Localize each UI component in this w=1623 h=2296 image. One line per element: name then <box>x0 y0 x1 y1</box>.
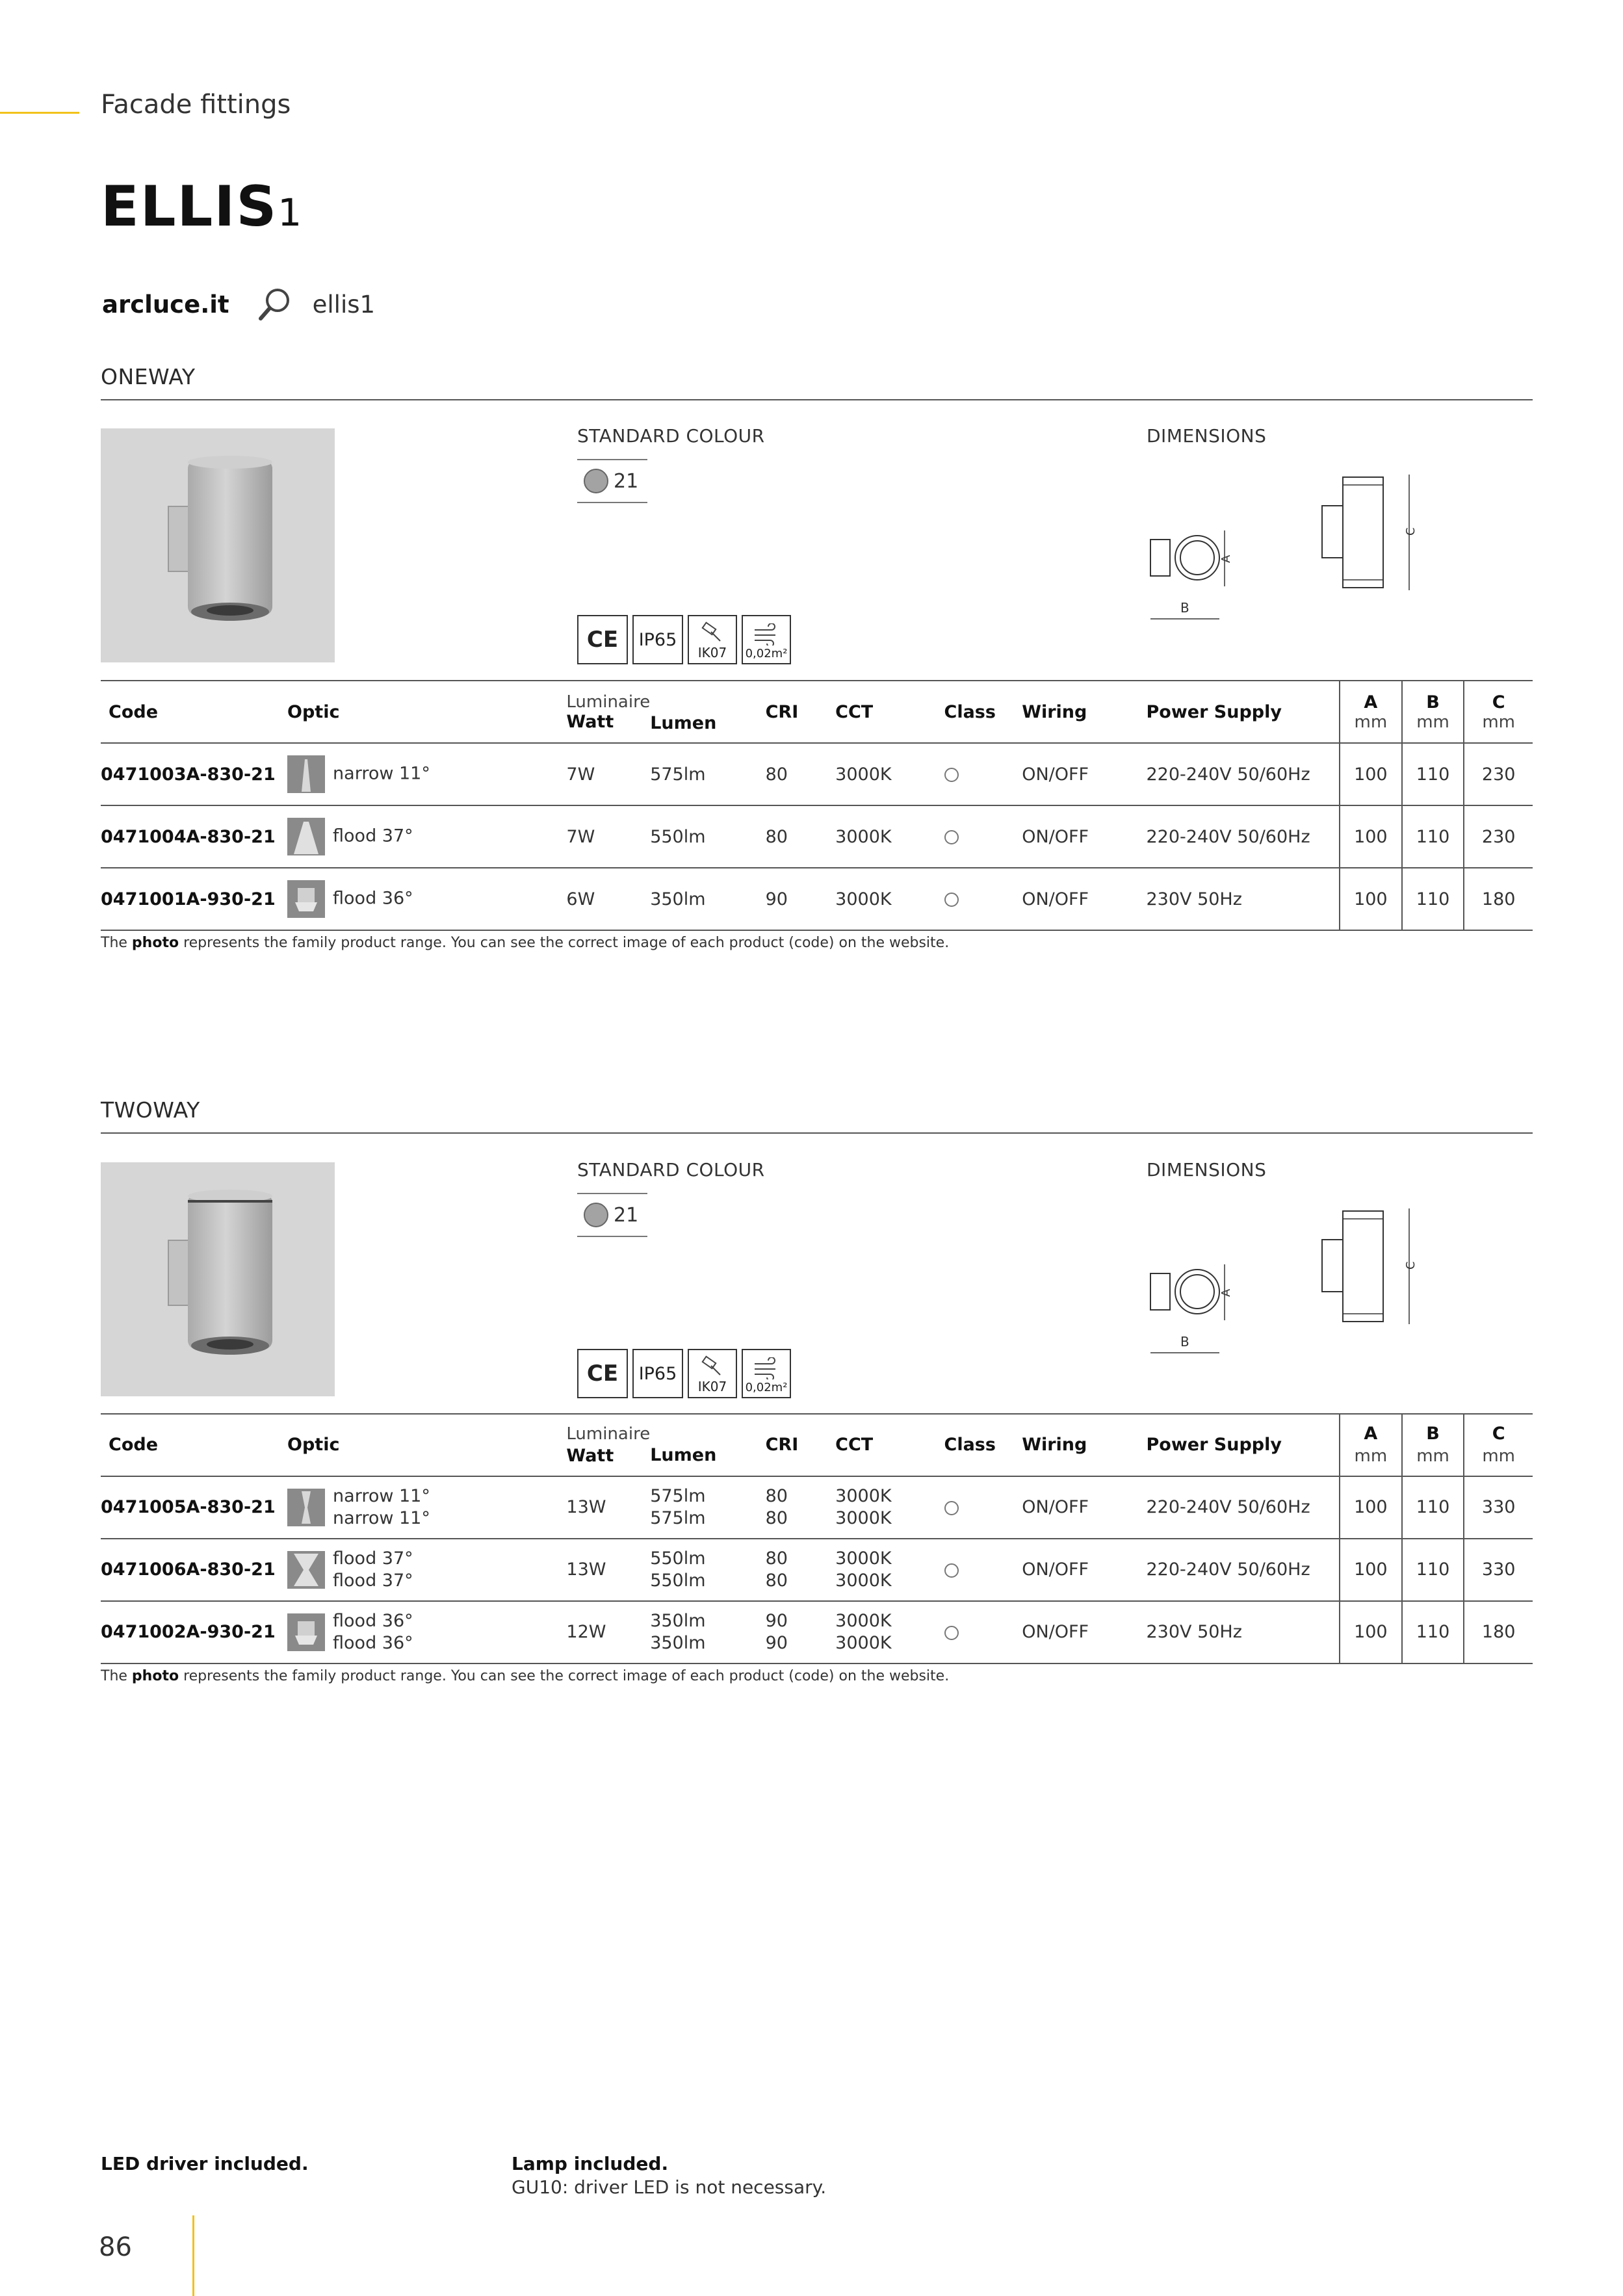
product-code[interactable]: 0471004A-830-21 <box>101 805 287 868</box>
flood-beam-icon <box>287 818 325 855</box>
power-value: 220-240V 50/60Hz <box>1146 805 1340 868</box>
power-value: 220-240V 50/60Hz <box>1146 1539 1340 1601</box>
lumen-value: 350lm 350lm <box>650 1601 765 1663</box>
col-watt: Luminaire Watt <box>566 681 650 743</box>
cct-value: 3000K 3000K <box>835 1601 944 1663</box>
hammer-icon <box>698 621 727 644</box>
dim-c-value: 230 <box>1464 743 1533 805</box>
dim-a-value: 100 <box>1340 805 1402 868</box>
dim-b-label: B <box>1180 1334 1189 1350</box>
dimensions-drawing <box>1144 1202 1430 1364</box>
ip-rating: IP65 <box>632 615 683 664</box>
watt-value: 13W <box>566 1539 650 1601</box>
col-optic: Optic <box>287 1414 566 1476</box>
dim-b-value: 110 <box>1402 1601 1464 1663</box>
ik-rating: IK07 <box>688 615 737 664</box>
col-wiring: Wiring <box>1022 681 1146 743</box>
wiring-value: ON/OFF <box>1022 1601 1146 1663</box>
lamp-icon <box>287 1613 325 1651</box>
product-name: ELLIS <box>101 174 278 239</box>
cri-value: 80 <box>766 805 836 868</box>
section-twoway-header <box>101 1097 1533 1134</box>
lumen-value: 575lm 575lm <box>650 1476 765 1539</box>
earth-class-icon <box>944 893 959 907</box>
earth-class-icon <box>944 768 959 782</box>
wiring-value: ON/OFF <box>1022 1539 1146 1601</box>
table-row[interactable] <box>101 1539 1533 1601</box>
lumen-value: 550lm 550lm <box>650 1539 765 1601</box>
cri-value: 80 80 <box>766 1476 836 1539</box>
col-c: C mm <box>1464 1414 1533 1476</box>
power-value: 220-240V 50/60Hz <box>1146 1476 1340 1539</box>
wiring-value: ON/OFF <box>1022 805 1146 868</box>
dim-c-value: 180 <box>1464 868 1533 930</box>
power-value: 220-240V 50/60Hz <box>1146 743 1340 805</box>
wind-icon <box>752 1357 781 1379</box>
footer-accent-line <box>192 2215 194 2296</box>
col-lumen: Lumen <box>650 681 765 743</box>
col-power: Power Supply <box>1146 1414 1340 1476</box>
ip-rating: IP65 <box>632 1349 683 1398</box>
dim-a-value: 100 <box>1340 1476 1402 1539</box>
col-lumen: Lumen <box>650 1414 765 1476</box>
dimensions-label: DIMENSIONS <box>1147 425 1267 447</box>
dim-a-value: 100 <box>1340 868 1402 930</box>
dimensions-drawing <box>1144 468 1430 631</box>
ce-mark: CE <box>577 615 628 664</box>
wind-icon <box>752 623 781 646</box>
class-cell <box>944 805 1022 868</box>
dim-a-label: A <box>1219 1288 1233 1297</box>
ik-rating: IK07 <box>688 1349 737 1398</box>
lamp-text: GU10: driver LED is not necessary. <box>512 2176 827 2198</box>
col-code: Code <box>101 1414 287 1476</box>
dim-b-value: 110 <box>1402 1539 1464 1601</box>
col-optic: Optic <box>287 681 566 743</box>
col-class: Class <box>944 681 1022 743</box>
optic-cell: flood 37° <box>287 805 566 868</box>
table-row[interactable] <box>101 1601 1533 1663</box>
product-code[interactable]: 0471003A-830-21 <box>101 743 287 805</box>
col-code: Code <box>101 681 287 743</box>
standard-colour-label: STANDARD COLOUR <box>577 1159 765 1181</box>
class-cell <box>944 743 1022 805</box>
category-title: Facade fittings <box>101 90 291 120</box>
product-code[interactable]: 0471002A-930-21 <box>101 1601 287 1663</box>
power-value: 230V 50Hz <box>1146 868 1340 930</box>
spec-table-oneway <box>101 680 1533 931</box>
product-photo-oneway <box>101 428 335 662</box>
product-code[interactable]: 0471005A-830-21 <box>101 1476 287 1539</box>
table-header-row <box>101 681 1533 743</box>
page-number: 86 <box>99 2232 132 2262</box>
col-a: A mm <box>1340 681 1402 743</box>
dim-c-value: 230 <box>1464 805 1533 868</box>
optic-cell: narrow 11° <box>287 743 566 805</box>
watt-value: 7W <box>566 805 650 868</box>
dim-c-value: 330 <box>1464 1476 1533 1539</box>
header-accent-line <box>0 112 79 114</box>
lumen-value: 575lm <box>650 743 765 805</box>
optic-cell: flood 37° flood 37° <box>287 1539 566 1601</box>
dim-c-label: C <box>1404 1261 1418 1270</box>
photo-note: The photo represents the family product range. You can see the correct image of each product (code) on the website. <box>101 1668 950 1684</box>
cct-value: 3000K 3000K <box>835 1476 944 1539</box>
optic-cell: flood 36° flood 36° <box>287 1601 566 1663</box>
col-b: B mm <box>1402 681 1464 743</box>
cri-value: 80 <box>766 743 836 805</box>
wiring-value: ON/OFF <box>1022 868 1146 930</box>
colour-swatch[interactable] <box>577 459 647 503</box>
col-cct: CCT <box>835 1414 944 1476</box>
wiring-value: ON/OFF <box>1022 1476 1146 1539</box>
cct-value: 3000K <box>835 805 944 868</box>
table-row[interactable] <box>101 868 1533 930</box>
spec-table-twoway <box>101 1413 1533 1664</box>
double-narrow-beam-icon <box>287 1489 325 1526</box>
section-title: TWOWAY <box>101 1097 200 1123</box>
section-oneway-header <box>101 364 1533 400</box>
site-link-row <box>102 285 375 324</box>
earth-class-icon <box>944 1626 959 1640</box>
colour-dot <box>584 1203 608 1227</box>
earth-class-icon <box>944 830 959 844</box>
optic-cell: flood 36° <box>287 868 566 930</box>
dim-c-value: 180 <box>1464 1601 1533 1663</box>
colour-code: 21 <box>614 1203 639 1227</box>
cct-value: 3000K <box>835 868 944 930</box>
watt-value: 12W <box>566 1601 650 1663</box>
earth-class-icon <box>944 1563 959 1578</box>
watt-value: 13W <box>566 1476 650 1539</box>
product-title <box>101 174 302 239</box>
narrow-beam-icon <box>287 755 325 793</box>
photo-note: The photo represents the family product range. You can see the correct image of each product (code) on the website. <box>101 935 950 951</box>
dim-b-value: 110 <box>1402 868 1464 930</box>
col-cri: CRI <box>766 1414 836 1476</box>
watt-value: 6W <box>566 868 650 930</box>
col-cct: CCT <box>835 681 944 743</box>
colour-code: 21 <box>614 469 639 493</box>
colour-swatch[interactable] <box>577 1193 647 1237</box>
cct-value: 3000K 3000K <box>835 1539 944 1601</box>
lumen-value: 350lm <box>650 868 765 930</box>
col-watt: Luminaire Watt <box>566 1414 650 1476</box>
col-a: A mm <box>1340 1414 1402 1476</box>
col-wiring: Wiring <box>1022 1414 1146 1476</box>
dim-a-value: 100 <box>1340 1539 1402 1601</box>
col-b: B mm <box>1402 1414 1464 1476</box>
cct-value: 3000K <box>835 743 944 805</box>
colour-dot <box>584 469 608 493</box>
class-cell <box>944 868 1022 930</box>
dim-b-label: B <box>1180 600 1189 616</box>
lamp-icon <box>287 880 325 918</box>
cri-value: 90 <box>766 868 836 930</box>
cri-value: 80 80 <box>766 1539 836 1601</box>
product-photo-twoway <box>101 1162 335 1396</box>
col-c: C mm <box>1464 681 1533 743</box>
lumen-value: 550lm <box>650 805 765 868</box>
wind-area: 0,02m² <box>742 615 791 664</box>
ce-mark: CE <box>577 1349 628 1398</box>
dim-c-label: C <box>1404 527 1418 536</box>
section-title: ONEWAY <box>101 364 196 389</box>
search-term[interactable]: ellis1 <box>312 290 376 319</box>
dim-b-value: 110 <box>1402 1476 1464 1539</box>
dim-a-value: 100 <box>1340 743 1402 805</box>
hammer-icon <box>698 1355 727 1377</box>
standard-colour-label: STANDARD COLOUR <box>577 425 765 447</box>
led-driver-note: LED driver included. <box>101 2153 309 2174</box>
double-flood-beam-icon <box>287 1551 325 1589</box>
class-cell <box>944 1476 1022 1539</box>
table-row[interactable] <box>101 1476 1533 1539</box>
class-cell <box>944 1539 1022 1601</box>
wind-area: 0,02m² <box>742 1349 791 1398</box>
col-class: Class <box>944 1414 1022 1476</box>
dim-b-value: 110 <box>1402 805 1464 868</box>
optic-cell: narrow 11° narrow 11° <box>287 1476 566 1539</box>
product-code[interactable]: 0471001A-930-21 <box>101 868 287 930</box>
col-cri: CRI <box>766 681 836 743</box>
dim-a-value: 100 <box>1340 1601 1402 1663</box>
table-header-row <box>101 1414 1533 1476</box>
earth-class-icon <box>944 1501 959 1515</box>
table-row[interactable] <box>101 743 1533 805</box>
col-power: Power Supply <box>1146 681 1340 743</box>
lamp-title: Lamp included. <box>512 2153 669 2174</box>
class-cell <box>944 1601 1022 1663</box>
search-icon <box>255 285 294 324</box>
table-row[interactable] <box>101 805 1533 868</box>
power-value: 230V 50Hz <box>1146 1601 1340 1663</box>
product-code[interactable]: 0471006A-830-21 <box>101 1539 287 1601</box>
dim-b-value: 110 <box>1402 743 1464 805</box>
product-suffix: 1 <box>278 190 302 235</box>
cri-value: 90 90 <box>766 1601 836 1663</box>
dim-a-label: A <box>1219 554 1233 563</box>
dimensions-label: DIMENSIONS <box>1147 1159 1267 1181</box>
site-domain[interactable]: arcluce.it <box>102 290 229 319</box>
wiring-value: ON/OFF <box>1022 743 1146 805</box>
dim-c-value: 330 <box>1464 1539 1533 1601</box>
watt-value: 7W <box>566 743 650 805</box>
